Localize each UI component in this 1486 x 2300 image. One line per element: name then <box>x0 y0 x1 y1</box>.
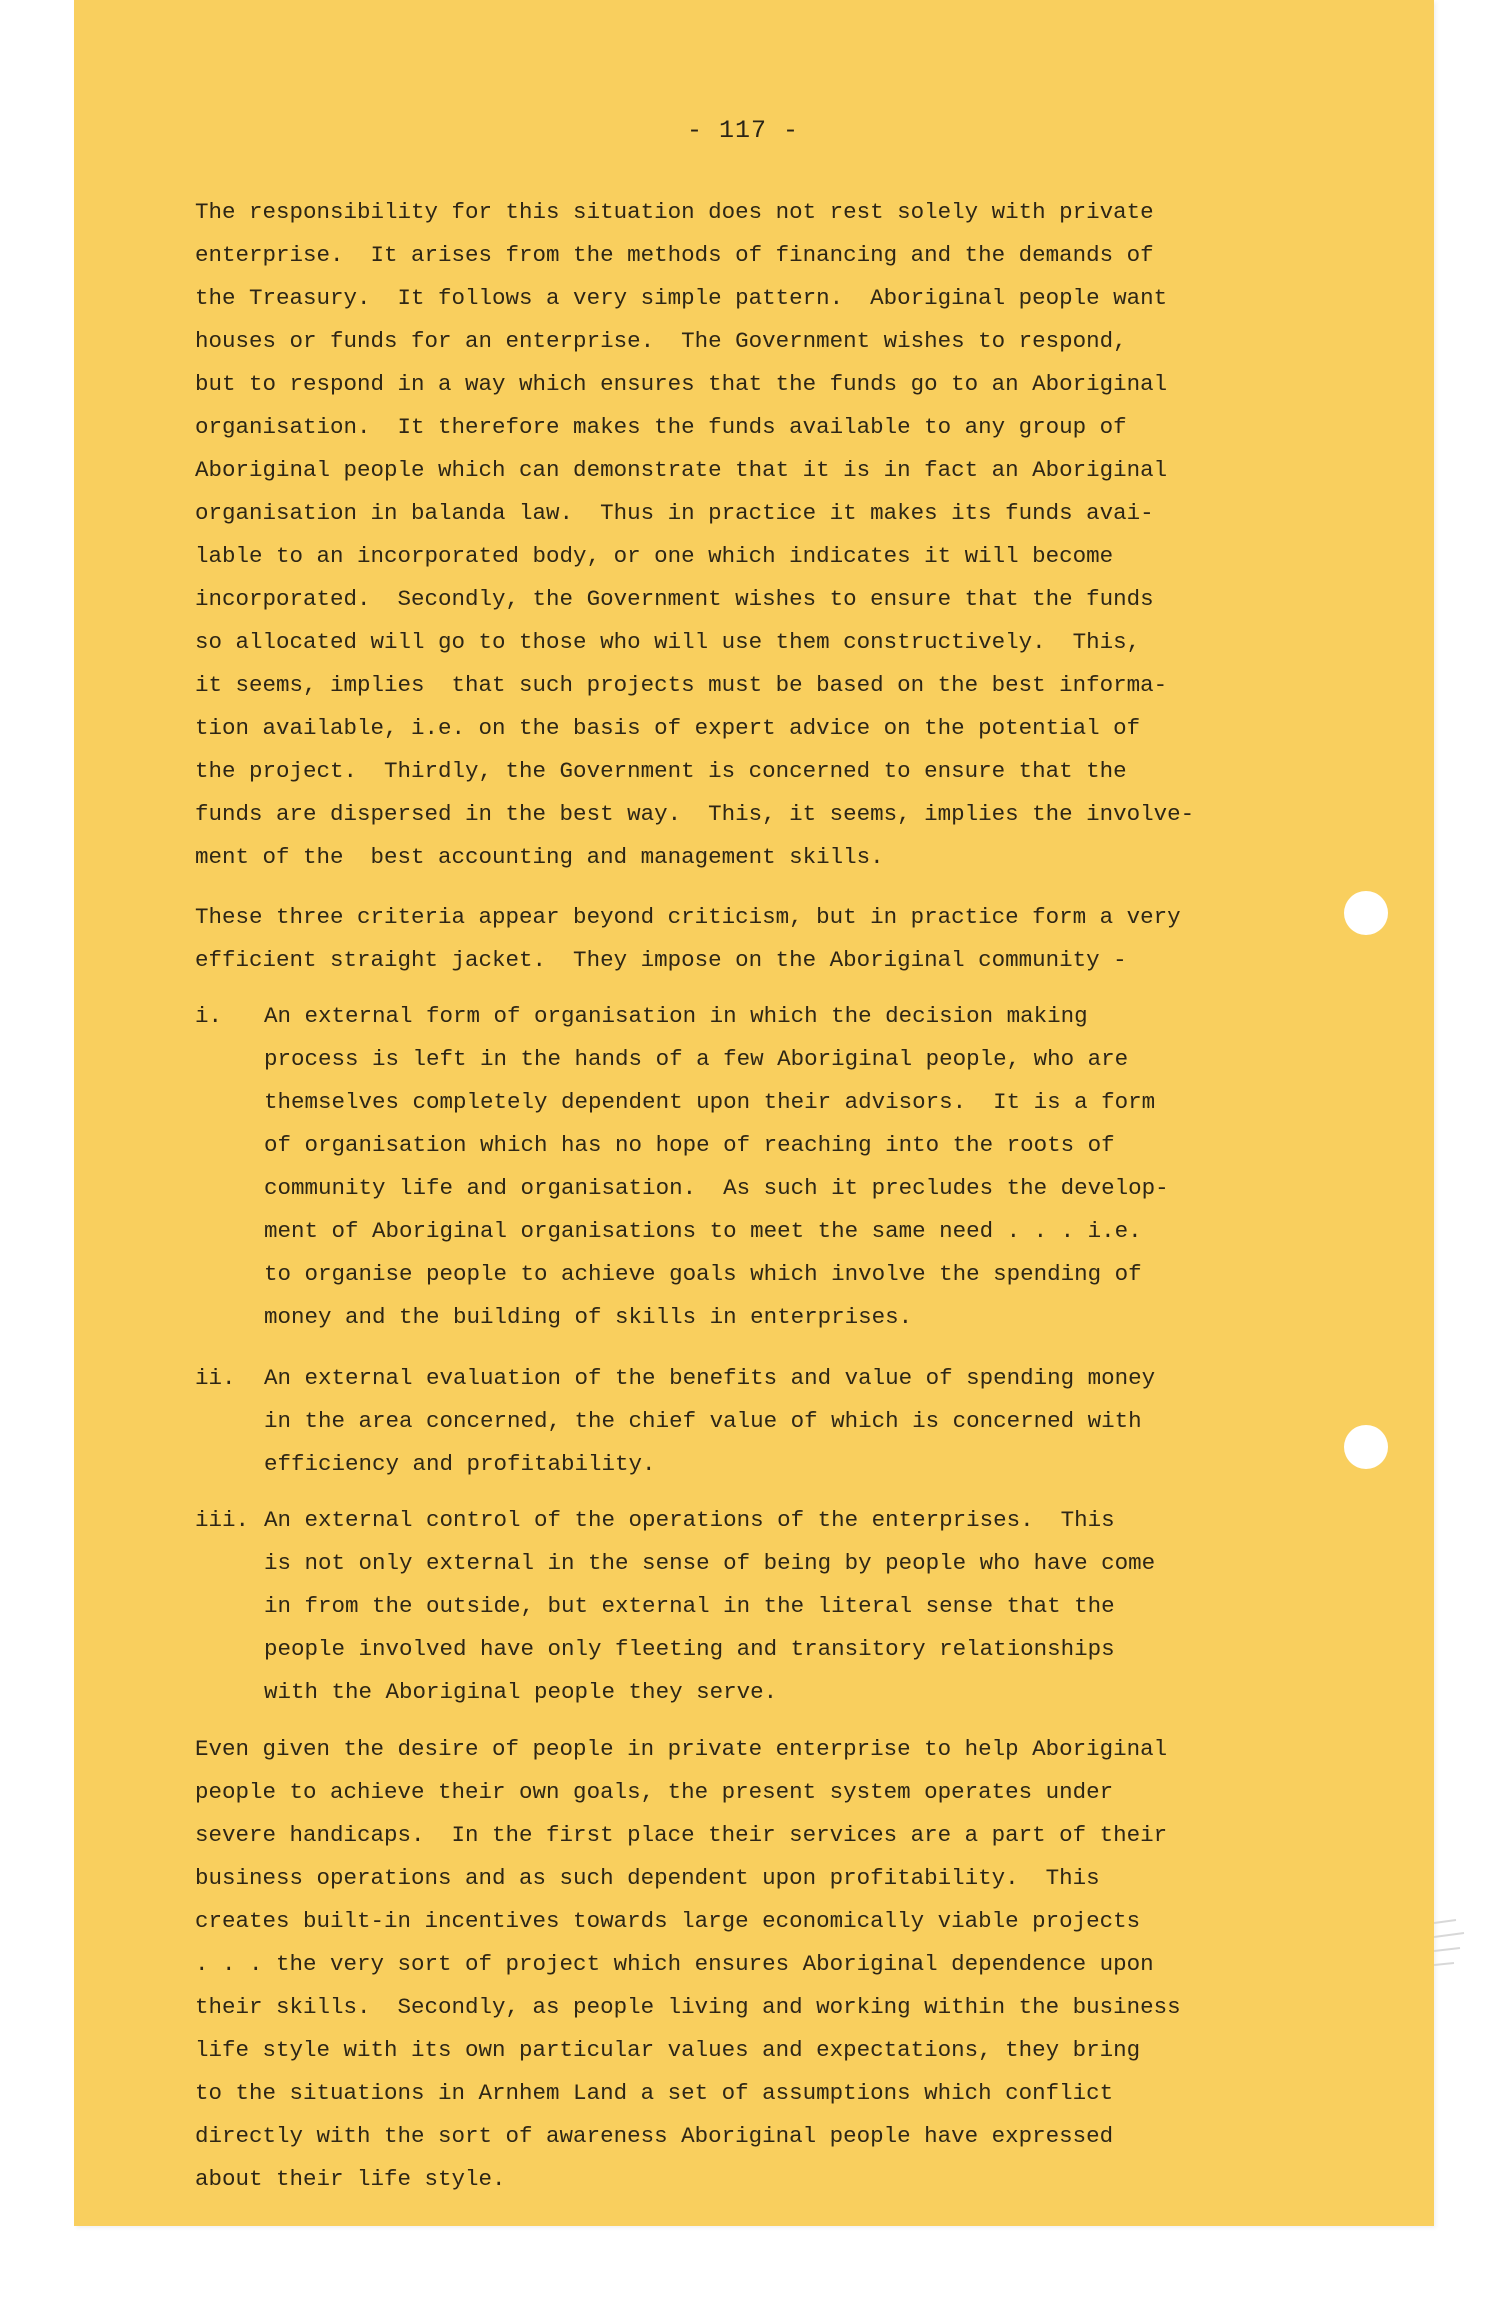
page-number: - 117 - <box>686 116 800 145</box>
list-item-text: An external control of the operations of the enterprises. This is not only external in the sense of being by people who have come in from the outside, but external in the literal sense that the people involved have only fleeting and transitory relationships with the Aboriginal people they serve. <box>264 1507 1156 1705</box>
punch-hole-lower <box>1344 1425 1388 1469</box>
paragraph-responsibility: The responsibility for this situation does not rest solely with private enterprise. It arises from the methods of financing and the demands of the Treasury. It follows a very simple pattern. Aboriginal people want houses or funds for an enterprise. The Government wishes to respond, but to respond in a way which ensures that the funds go to an Aboriginal organisation. It therefore makes the funds available to any group of Aboriginal people which can demonstrate that it is in fact an Aboriginal organisation in balanda law. Thus in practice it makes its funds avai- lable to an incorporated body, or one which indicates it will become incorporated. Secondly, the Government wishes to ensure that the funds so allocated will go to those who will use them constructively. This, it seems, implies that such projects must be based on the best informa- tion available, i.e. on the basis of expert advice on the potential of the project. Thirdly, the Government is concerned to ensure that the funds are dispersed in the best way. This, it seems, implies the involve- ment of the best accounting and management skills. <box>195 199 1195 870</box>
list-item-number: i. <box>195 1003 223 1029</box>
list-item-number: iii. <box>195 1507 250 1533</box>
paragraph-criteria: These three criteria appear beyond criticism, but in practice form a very efficient straight jacket. They impose on the Aboriginal community - <box>195 904 1181 973</box>
paragraph-private-enterprise: Even given the desire of people in private enterprise to help Aboriginal people to achieve their own goals, the present system operates under severe handicaps. In the first place their services are a part of their business operations and as such dependent upon profitability. This creates built-in incentives towards large economically viable projects . . . the very sort of project which ensures Aboriginal dependence upon their skills. Secondly, as people living and working within the business life style with its own particular values and expectations, they bring to the situations in Arnhem Land a set of assumptions which conflict directly with the sort of awareness Aboriginal people have expressed about their life style. <box>195 1736 1181 2192</box>
torn-edge-mark <box>1434 1915 1474 1985</box>
list-item-text: An external form of organisation in which the decision making process is left in the hands of a few Aboriginal people, who are themselves completely dependent upon their advisors. It is a form of organisation which has no hope of reaching into the roots of community life and organisation. As such it precludes the develop- ment of Aboriginal organisations to meet the same need . . . i.e. to organise people to achieve goals which involve the spending of money and the building of skills in enterprises. <box>264 1003 1169 1330</box>
punch-hole-upper <box>1344 891 1388 935</box>
list-item-text: An external evaluation of the benefits and value of spending money in the area concerned, the chief value of which is concerned with efficiency and profitability. <box>264 1365 1156 1477</box>
list-item-number: ii. <box>195 1365 236 1391</box>
